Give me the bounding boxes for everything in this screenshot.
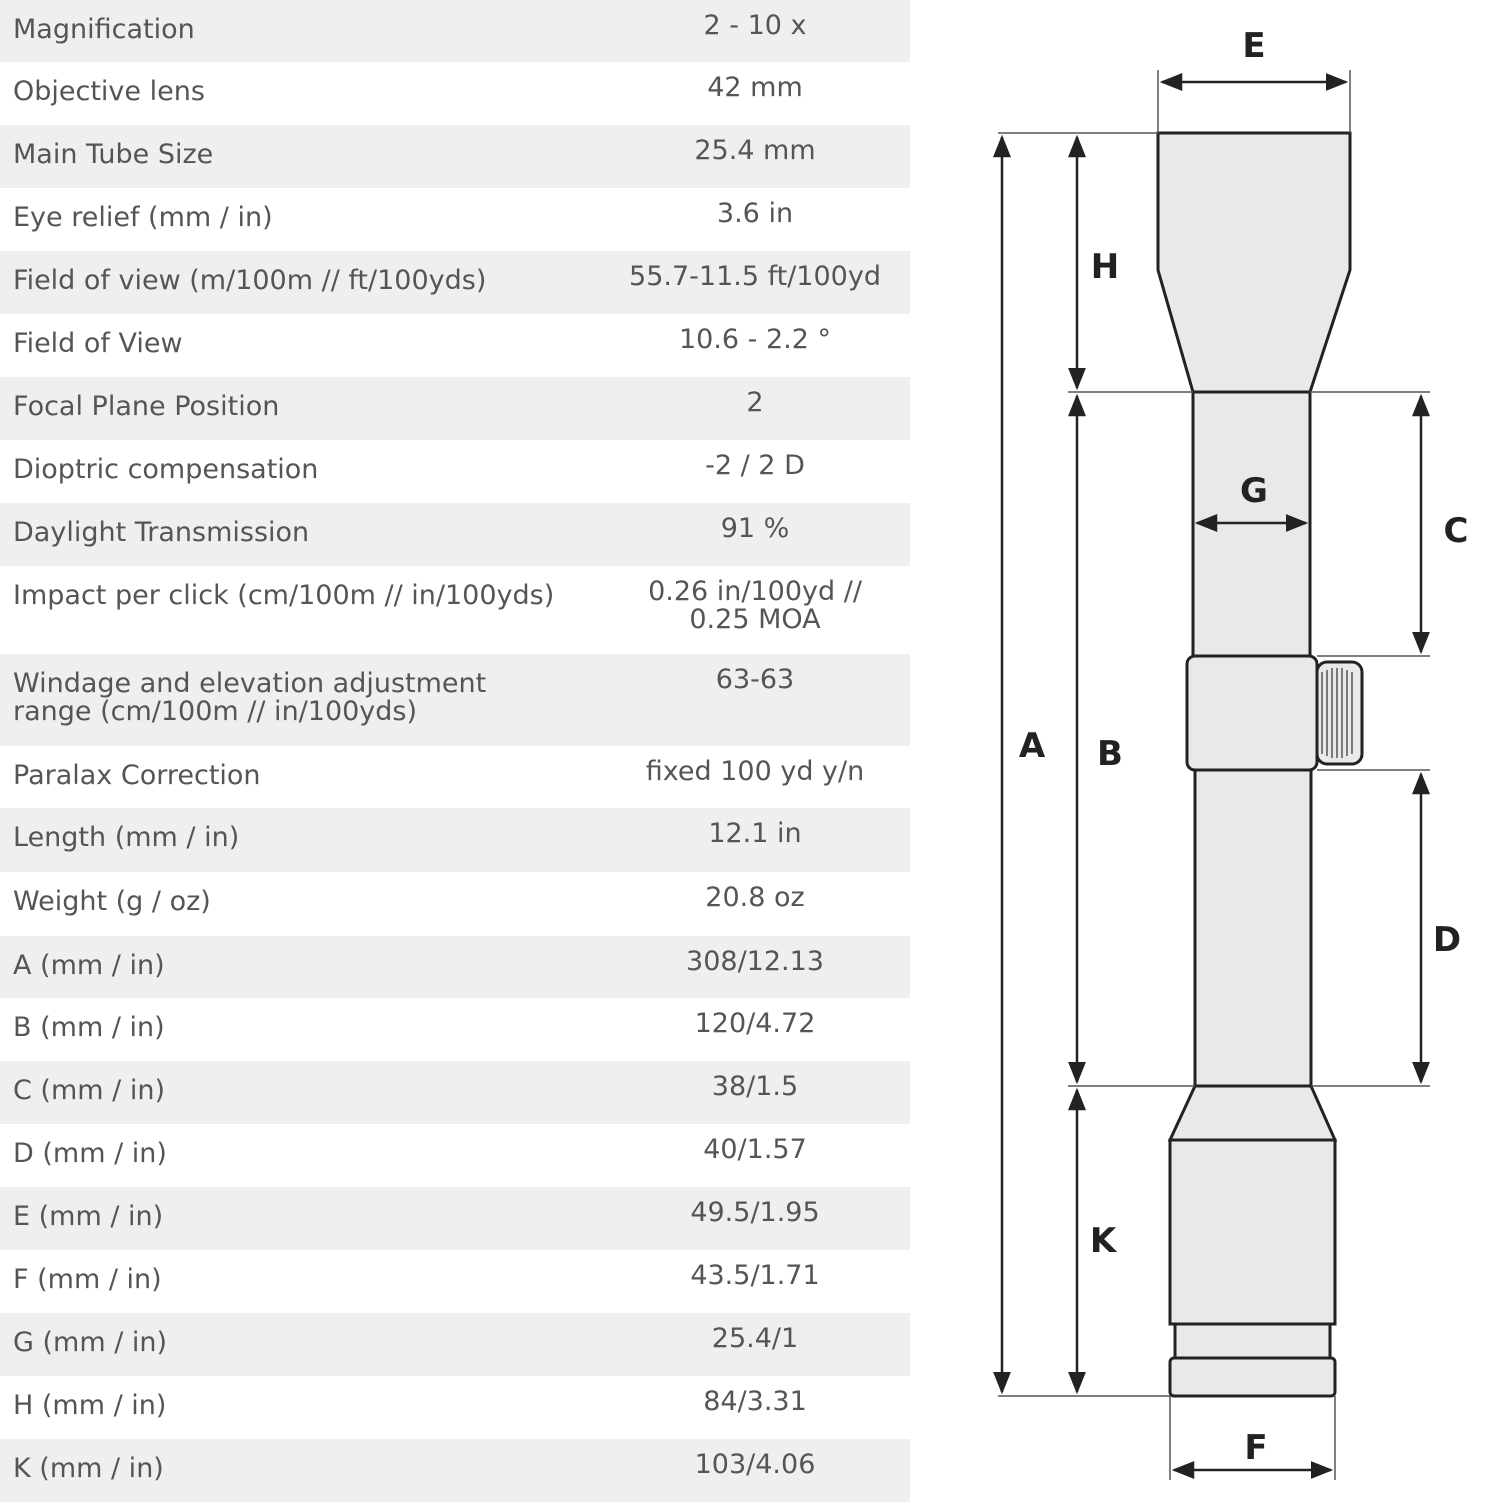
spec-label: Objective lens <box>13 76 205 107</box>
spec-row <box>0 125 910 188</box>
spec-row <box>0 1124 910 1187</box>
spec-row <box>0 566 910 654</box>
label-c: C <box>1443 511 1469 551</box>
spec-label: A (mm / in) <box>13 950 165 981</box>
spec-row <box>0 1313 910 1376</box>
spec-row <box>0 1439 910 1502</box>
spec-value: 0.26 in/100yd // 0.25 MOA <box>648 576 862 635</box>
spec-label: Paralax Correction <box>13 760 261 791</box>
spec-label: Dioptric compensation <box>13 454 319 485</box>
label-f: F <box>1244 1428 1268 1468</box>
spec-label: Eye relief (mm / in) <box>13 202 273 233</box>
spec-label: Field of View <box>13 328 183 359</box>
spec-value: 40/1.57 <box>703 1134 807 1165</box>
spec-label: F (mm / in) <box>13 1264 162 1295</box>
spec-label: D (mm / in) <box>13 1138 167 1169</box>
spec-row <box>0 251 910 314</box>
label-e: E <box>1242 26 1266 66</box>
spec-value: 63-63 <box>715 664 795 695</box>
spec-label: K (mm / in) <box>13 1453 164 1484</box>
spec-value: 3.6 in <box>716 198 794 229</box>
spec-label: Windage and elevation adjustment range (cm/100m // in/100yds) <box>13 668 487 727</box>
spec-row <box>0 936 910 998</box>
spec-value: 2 - 10 x <box>703 10 807 41</box>
label-g: G <box>1240 471 1268 511</box>
spec-row <box>0 0 910 62</box>
spec-row <box>0 503 910 566</box>
spec-row <box>0 1061 910 1124</box>
label-k: K <box>1089 1221 1117 1261</box>
scope-outline <box>1158 133 1362 1396</box>
spec-value: 42 mm <box>707 72 803 103</box>
spec-row <box>0 872 910 936</box>
spec-value: 25.4 mm <box>694 135 816 166</box>
spec-row <box>0 188 910 251</box>
spec-value: 55.7-11.5 ft/100yd <box>629 261 881 292</box>
spec-value: 12.1 in <box>708 818 802 849</box>
spec-value: 43.5/1.71 <box>690 1260 820 1291</box>
spec-value: 91 % <box>720 513 790 544</box>
spec-label: H (mm / in) <box>13 1390 167 1421</box>
spec-row <box>0 654 910 746</box>
spec-label: Field of view (m/100m // ft/100yds) <box>13 265 487 296</box>
spec-label: E (mm / in) <box>13 1201 164 1232</box>
spec-value: 2 <box>746 387 764 418</box>
spec-label: Magnification <box>13 14 195 45</box>
label-b: B <box>1097 734 1123 774</box>
spec-row <box>0 808 910 872</box>
spec-label: Main Tube Size <box>13 139 214 170</box>
spec-label: Length (mm / in) <box>13 822 240 853</box>
spec-row <box>0 1250 910 1313</box>
spec-value: 308/12.13 <box>686 946 824 977</box>
spec-value: fixed 100 yd y/n <box>645 756 865 787</box>
spec-value: 25.4/1 <box>711 1323 799 1354</box>
label-d: D <box>1432 920 1462 960</box>
spec-row <box>0 1187 910 1250</box>
spec-value: 84/3.31 <box>703 1386 807 1417</box>
spec-label: Weight (g / oz) <box>13 886 211 917</box>
spec-value: 38/1.5 <box>711 1071 799 1102</box>
spec-row <box>0 998 910 1061</box>
label-a: A <box>1018 726 1046 766</box>
spec-row <box>0 1376 910 1439</box>
spec-value: 10.6 - 2.2 ° <box>678 324 832 355</box>
spec-label: C (mm / in) <box>13 1075 165 1106</box>
spec-value: -2 / 2 D <box>705 450 805 481</box>
spec-row <box>0 62 910 125</box>
spec-row <box>0 377 910 440</box>
spec-row <box>0 314 910 377</box>
spec-value: 103/4.06 <box>694 1449 816 1480</box>
spec-value: 120/4.72 <box>694 1008 816 1039</box>
spec-value: 20.8 oz <box>705 882 805 913</box>
spec-label: G (mm / in) <box>13 1327 168 1358</box>
knob-knurling <box>1322 668 1352 758</box>
spec-label: Impact per click (cm/100m // in/100yds) <box>13 580 555 611</box>
scope-dimension-diagram <box>960 0 1501 1501</box>
spec-row <box>0 440 910 503</box>
spec-row <box>0 746 910 808</box>
spec-value: 49.5/1.95 <box>690 1197 820 1228</box>
label-h: H <box>1090 247 1120 287</box>
spec-label: B (mm / in) <box>13 1012 165 1043</box>
spec-label: Daylight Transmission <box>13 517 310 548</box>
spec-label: Focal Plane Position <box>13 391 280 422</box>
